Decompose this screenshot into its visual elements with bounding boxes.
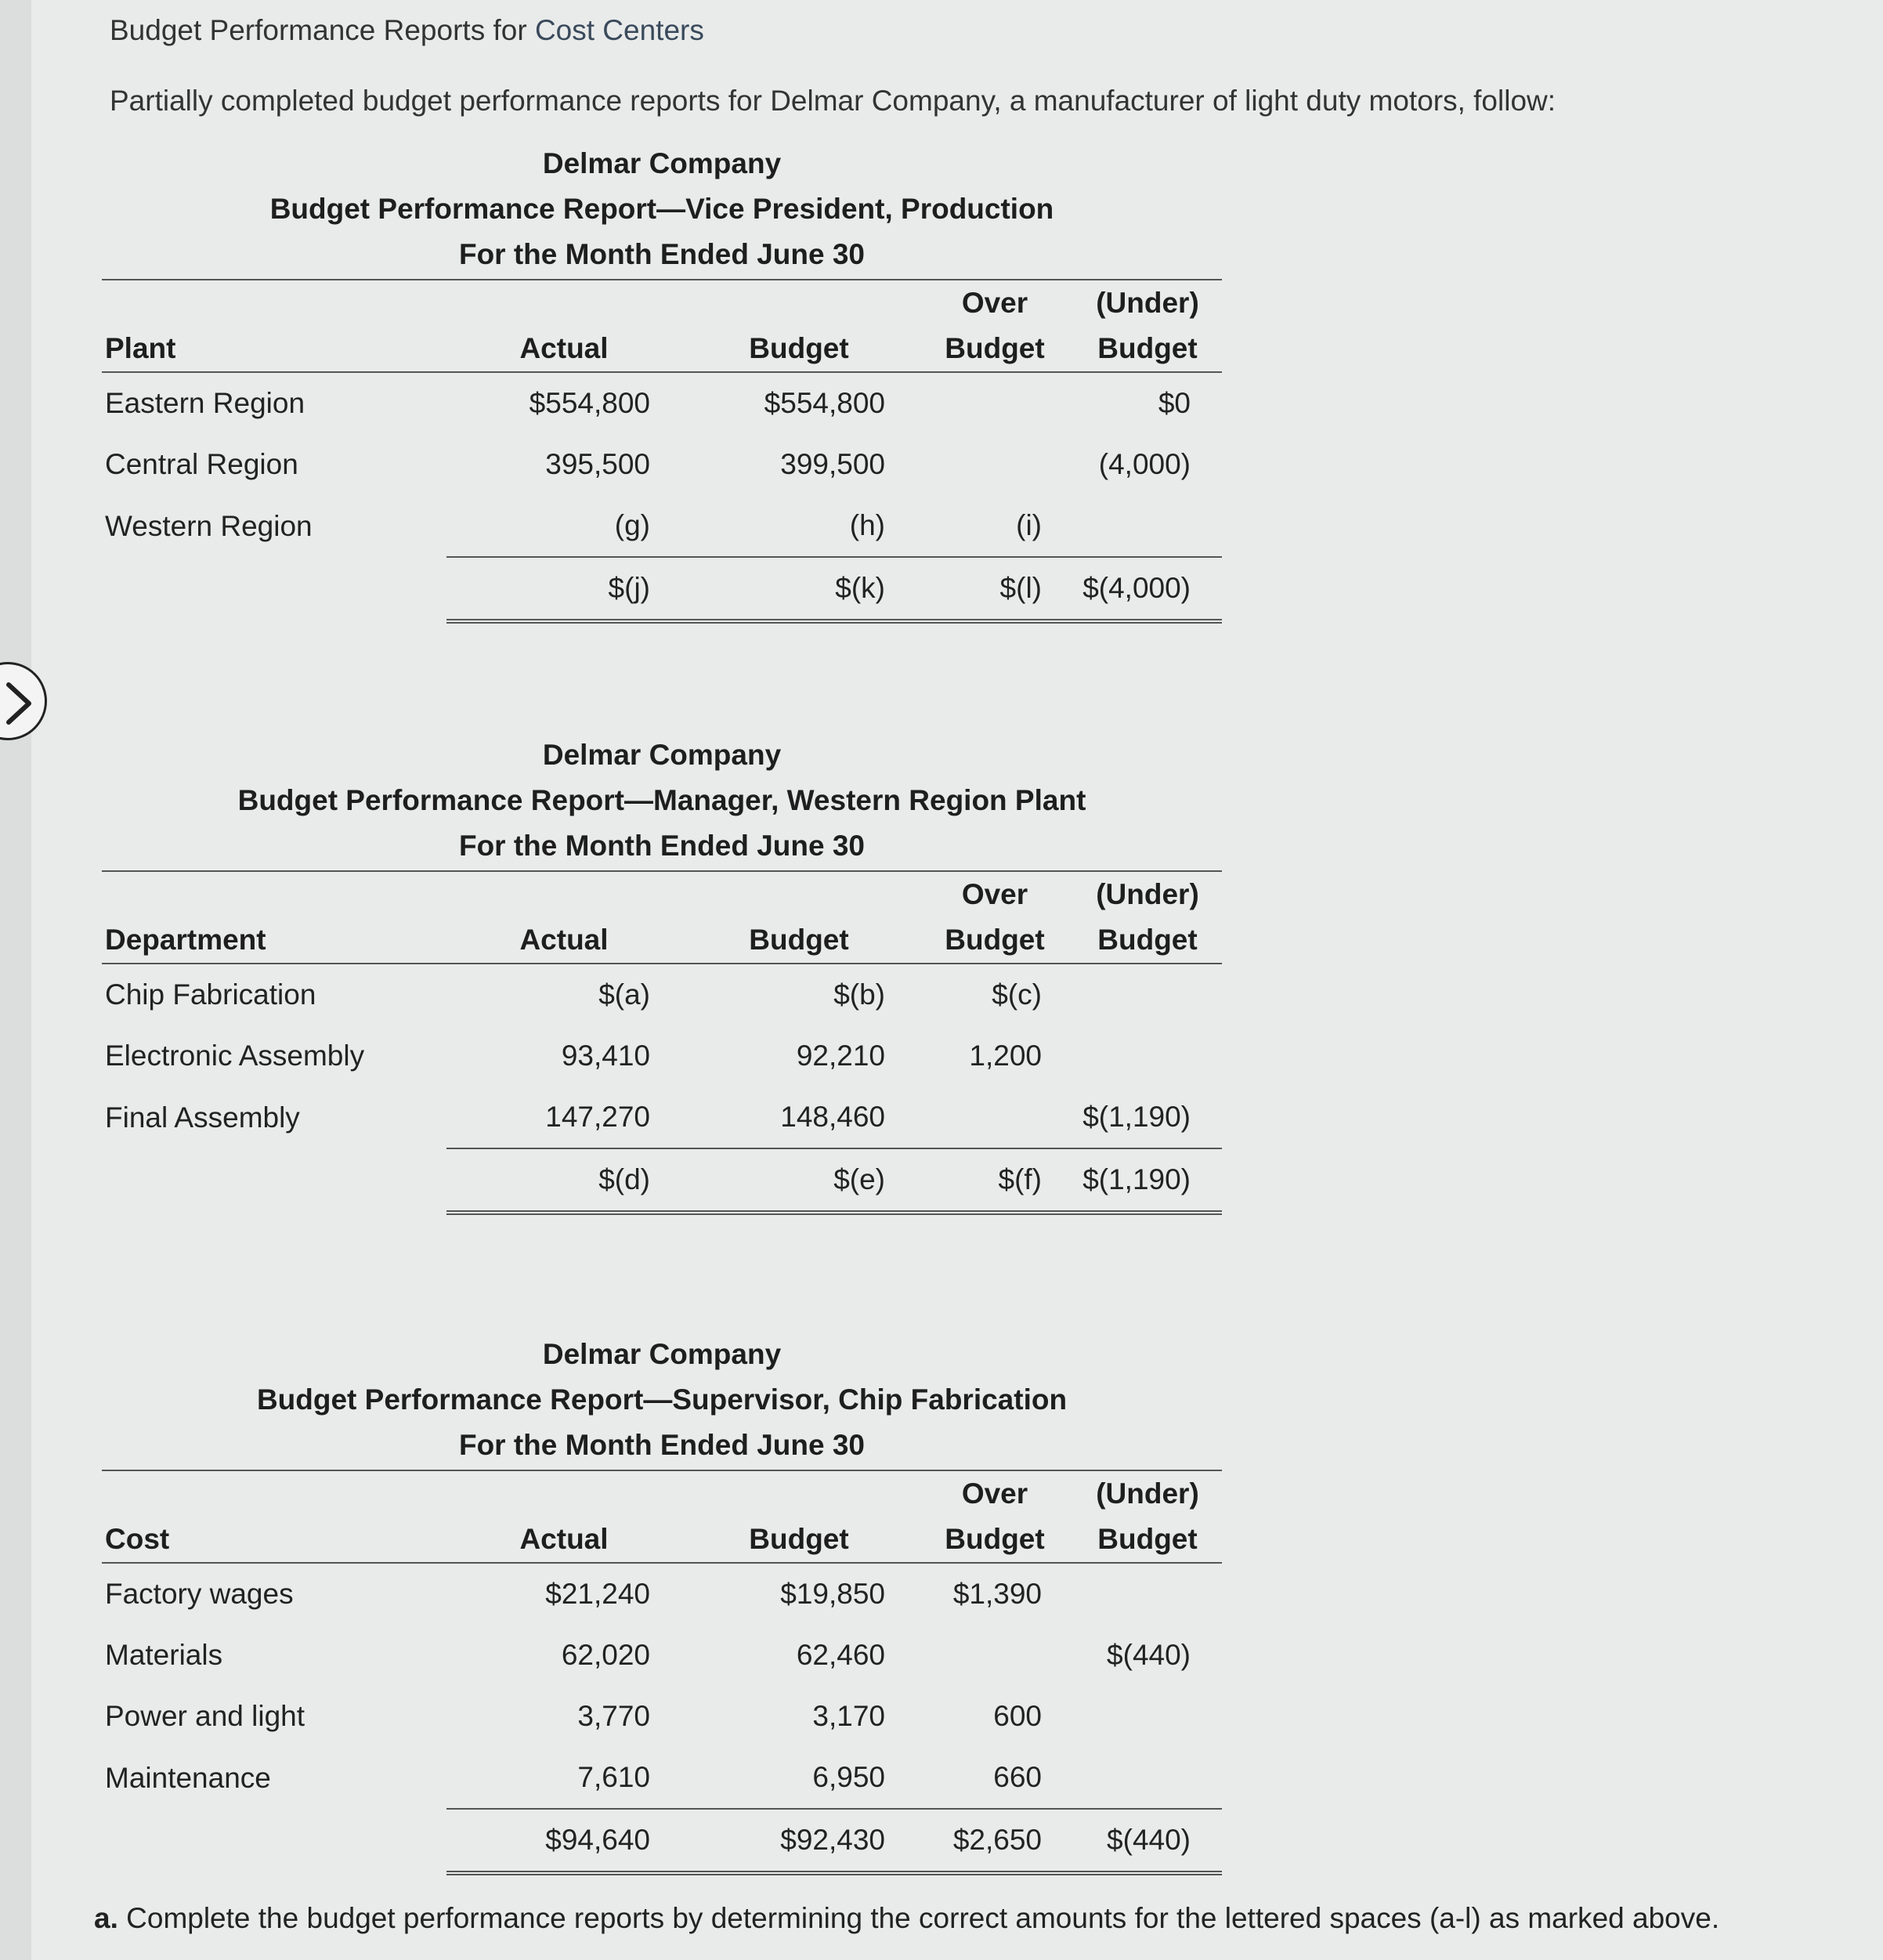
report-header	[102, 141, 1222, 277]
cell-actual: 62,020	[561, 1639, 650, 1671]
col-header-actual: Actual	[446, 872, 681, 964]
col-header-actual: Actual	[446, 280, 681, 372]
cell-over: (i)	[1016, 509, 1042, 541]
cell-actual: 147,270	[545, 1101, 650, 1133]
total-under: $(4,000)	[1073, 557, 1222, 621]
col-header-budget: Budget	[681, 280, 916, 372]
cell-over: 1,200	[969, 1040, 1042, 1072]
cell-under	[1073, 1025, 1222, 1087]
total-actual: $(d)	[446, 1148, 681, 1213]
question-letter: a.	[94, 1902, 118, 1934]
col-header-over: Over Budget	[916, 1471, 1073, 1563]
col-header-first: Department	[102, 872, 446, 964]
cell-actual: $(a)	[598, 978, 650, 1011]
report-title: Budget Performance Report—Manager, Western Region Plant	[237, 784, 1086, 816]
table-row	[102, 495, 1222, 557]
cell-over	[916, 1087, 1073, 1148]
col-header-first: Plant	[102, 280, 446, 372]
table-row	[102, 434, 1222, 495]
total-budget: $(k)	[681, 557, 916, 621]
page	[31, 0, 1883, 1960]
total-under: $(1,190)	[1073, 1148, 1222, 1213]
cell-budget: (h)	[849, 509, 885, 541]
table-row	[102, 1563, 1222, 1625]
cell-over: $(c)	[992, 978, 1042, 1011]
report-table	[102, 1471, 1222, 1875]
cell-under: $0	[1158, 387, 1191, 419]
page-title	[110, 14, 704, 47]
table-header-row	[102, 872, 1222, 964]
total-label	[102, 557, 446, 621]
col-header-under: (Under) Budget	[1073, 280, 1222, 372]
col-header-actual: Actual	[446, 1471, 681, 1563]
chevron-right-icon	[5, 682, 34, 725]
col-header-over: Over Budget	[916, 872, 1073, 964]
table-header-row	[102, 1471, 1222, 1563]
cell-budget: $19,850	[780, 1578, 885, 1610]
cell-actual: $21,240	[545, 1578, 650, 1610]
cell-over	[916, 434, 1073, 495]
report-table	[102, 872, 1222, 1215]
cell-under	[1073, 495, 1222, 557]
total-row	[102, 557, 1222, 621]
row-label: Western Region	[105, 509, 313, 542]
total-over: $2,650	[916, 1809, 1073, 1873]
cell-under	[1073, 1747, 1222, 1809]
total-budget: $(e)	[681, 1148, 916, 1213]
col-header-budget: Budget	[681, 872, 916, 964]
cell-actual: 7,610	[577, 1761, 650, 1793]
row-label: Eastern Region	[105, 387, 305, 419]
intro-text: Partially completed budget performance reports for Delmar Company, a manufacturer of light duty motors, follow:	[110, 85, 1556, 117]
cell-under: $(1,190)	[1082, 1101, 1191, 1133]
cell-budget: 6,950	[812, 1761, 885, 1793]
total-row	[102, 1148, 1222, 1213]
report-western-region-plant	[102, 732, 1222, 1215]
cell-over	[916, 372, 1073, 434]
table-row	[102, 1087, 1222, 1148]
report-period: For the Month Ended June 30	[458, 1429, 866, 1461]
row-label: Electronic Assembly	[105, 1040, 365, 1072]
cell-budget: 92,210	[796, 1040, 885, 1072]
row-label: Factory wages	[105, 1578, 294, 1610]
report-chip-fabrication	[102, 1332, 1222, 1875]
cell-under: (4,000)	[1098, 448, 1191, 480]
cell-actual: (g)	[614, 509, 650, 541]
col-header-first: Cost	[102, 1471, 446, 1563]
cell-over: 660	[993, 1761, 1042, 1793]
col-header-over: Over Budget	[916, 280, 1073, 372]
total-label	[102, 1148, 446, 1213]
col-header-budget: Budget	[681, 1471, 916, 1563]
table-row	[102, 372, 1222, 434]
col-header-under: (Under) Budget	[1073, 872, 1222, 964]
cell-budget: 148,460	[780, 1101, 885, 1133]
page-title-main: Budget Performance Reports for	[110, 14, 527, 46]
total-under: $(440)	[1073, 1809, 1222, 1873]
cell-budget: $(b)	[833, 978, 885, 1011]
cell-budget: 399,500	[780, 448, 885, 480]
table-row	[102, 1625, 1222, 1686]
total-over: $(f)	[916, 1148, 1073, 1213]
report-header	[102, 732, 1222, 869]
cell-under	[1073, 1563, 1222, 1625]
report-period: For the Month Ended June 30	[458, 830, 866, 862]
total-row	[102, 1809, 1222, 1873]
total-actual: $(j)	[446, 557, 681, 621]
question-prompt	[94, 1902, 1719, 1935]
row-label: Materials	[105, 1639, 223, 1671]
total-over: $(l)	[916, 557, 1073, 621]
cell-actual: $554,800	[529, 387, 650, 419]
row-label: Central Region	[105, 448, 298, 480]
page-title-accent: Cost Centers	[534, 14, 704, 46]
company-name: Delmar Company	[542, 1338, 782, 1370]
report-table	[102, 280, 1222, 624]
cell-over	[916, 1625, 1073, 1686]
cell-budget: 3,170	[812, 1700, 885, 1732]
report-title: Budget Performance Report—Supervisor, Chip Fabrication	[256, 1383, 1068, 1416]
row-label: Chip Fabrication	[105, 978, 316, 1011]
cell-under	[1073, 1686, 1222, 1747]
report-title: Budget Performance Report—Vice President, Production	[269, 193, 1054, 225]
table-row	[102, 1025, 1222, 1087]
row-label: Power and light	[105, 1700, 305, 1732]
report-header	[102, 1332, 1222, 1468]
cell-over: 600	[993, 1700, 1042, 1732]
cell-under: $(440)	[1107, 1639, 1191, 1671]
cell-over: $1,390	[952, 1578, 1042, 1610]
table-header-row	[102, 280, 1222, 372]
row-label: Maintenance	[105, 1761, 271, 1794]
cell-actual: 395,500	[545, 448, 650, 480]
total-actual: $94,640	[446, 1809, 681, 1873]
table-row	[102, 1686, 1222, 1747]
cell-budget: $554,800	[764, 387, 885, 419]
total-budget: $92,430	[681, 1809, 916, 1873]
company-name: Delmar Company	[542, 147, 782, 179]
table-row	[102, 1747, 1222, 1809]
total-label	[102, 1809, 446, 1873]
cell-budget: 62,460	[796, 1639, 885, 1671]
company-name: Delmar Company	[542, 739, 782, 771]
report-vice-president	[102, 141, 1222, 624]
question-text: Complete the budget performance reports by determining the correct amounts for the lettered spaces (a-l) as marked above.	[126, 1902, 1720, 1934]
cell-actual: 93,410	[561, 1040, 650, 1072]
row-label: Final Assembly	[105, 1101, 300, 1134]
col-header-under: (Under) Budget	[1073, 1471, 1222, 1563]
table-row	[102, 964, 1222, 1025]
cell-under	[1073, 964, 1222, 1025]
cell-actual: 3,770	[577, 1700, 650, 1732]
report-period: For the Month Ended June 30	[458, 238, 866, 270]
